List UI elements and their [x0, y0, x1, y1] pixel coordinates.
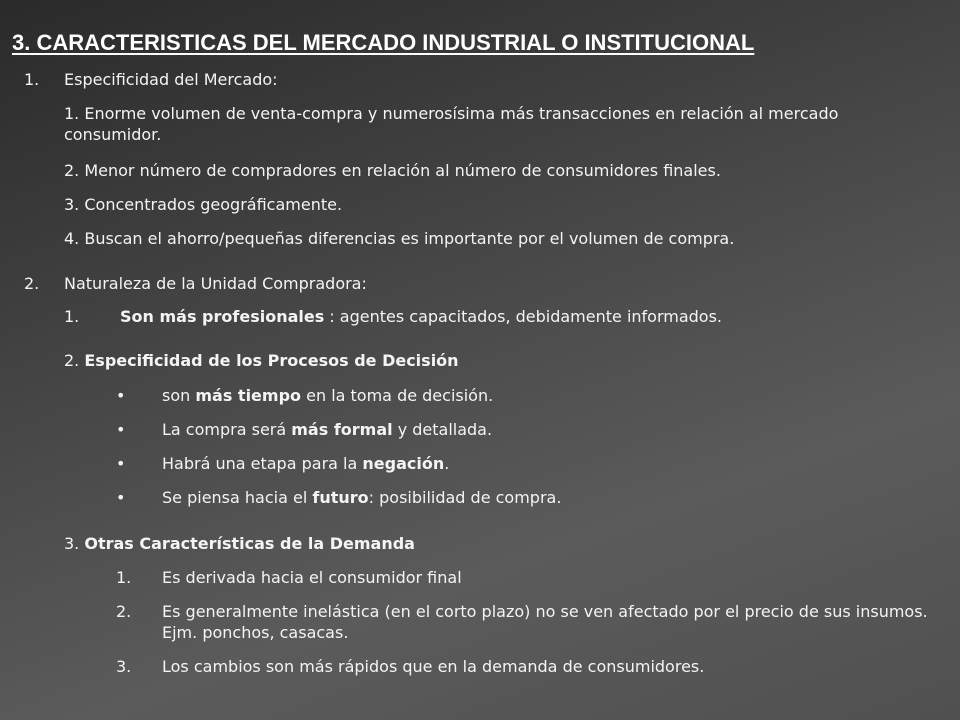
sub1-rest: : agentes capacitados, debidamente informados.: [324, 307, 723, 326]
bullet-1: [162, 385, 493, 406]
section2-heading: Naturaleza de la Unidad Compradora:: [64, 274, 367, 293]
sub3-item-3-number: 3.: [116, 657, 132, 676]
bullet-2-post: y detallada.: [392, 420, 493, 439]
bullet-2-bold: más formal: [291, 420, 393, 439]
sub2-prefix: 2.: [64, 351, 85, 370]
bullet-4: [162, 487, 561, 508]
sub3-prefix: 3.: [64, 534, 85, 553]
slide-title: 3. CARACTERISTICAS DEL MERCADO INDUSTRIAL O INSTITUCIONAL: [12, 30, 755, 55]
sub3-item-3: Los cambios son más rápidos que en la demanda de consumidores.: [162, 657, 705, 676]
bullet-1-post: en la toma de decisión.: [301, 386, 494, 405]
bullet-3-bold: negación: [362, 454, 445, 473]
section1-item-3: 3. Concentrados geográficamente.: [64, 195, 343, 214]
bullet-1-pre: son: [162, 386, 196, 405]
bullet-3: [162, 453, 449, 474]
bullet-4-pre: Se piensa hacia el: [162, 488, 313, 507]
section2-number: 2.: [24, 274, 40, 293]
sub3-bold: Otras Características de la Demanda: [84, 534, 415, 553]
section1-heading: Especificidad del Mercado:: [64, 70, 278, 89]
bullet-glyph-1: •: [116, 386, 126, 405]
bullet-3-post: .: [444, 454, 450, 473]
sub3-item-1-number: 1.: [116, 568, 132, 587]
sub3-item-1: Es derivada hacia el consumidor final: [162, 568, 462, 587]
sub1-text: [120, 306, 722, 327]
section1-item-4: 4. Buscan el ahorro/pequeñas diferencias es importante por el volumen de compra.: [64, 229, 735, 248]
section1-number: 1.: [24, 70, 40, 89]
bullet-glyph-3: •: [116, 454, 126, 473]
sub3-heading: [64, 533, 415, 554]
bullet-2: [162, 419, 492, 440]
bullet-glyph-2: •: [116, 420, 126, 439]
bullet-4-bold: futuro: [312, 488, 369, 507]
sub1-bold: Son más profesionales: [120, 307, 325, 326]
bullet-3-pre: Habrá una etapa para la: [162, 454, 363, 473]
section1-item-1: 1. Enorme volumen de venta-compra y numerosísima más transacciones en relación al mercado consumidor.: [64, 104, 839, 144]
bullet-glyph-4: •: [116, 488, 126, 507]
bullet-2-pre: La compra será: [162, 420, 292, 439]
bullet-1-bold: más tiempo: [195, 386, 302, 405]
sub2-heading: [64, 350, 459, 371]
bullet-4-post: : posibilidad de compra.: [368, 488, 562, 507]
sub2-bold: Especificidad de los Procesos de Decisión: [84, 351, 459, 370]
sub3-item-2: Es generalmente inelástica (en el corto plazo) no se ven afectado por el precio de sus insumos. Ejm. ponchos, casacas.: [162, 602, 928, 642]
sub1-number: 1.: [64, 307, 80, 326]
section1-item-2: 2. Menor número de compradores en relación al número de consumidores finales.: [64, 161, 721, 180]
sub3-item-2-number: 2.: [116, 602, 132, 621]
